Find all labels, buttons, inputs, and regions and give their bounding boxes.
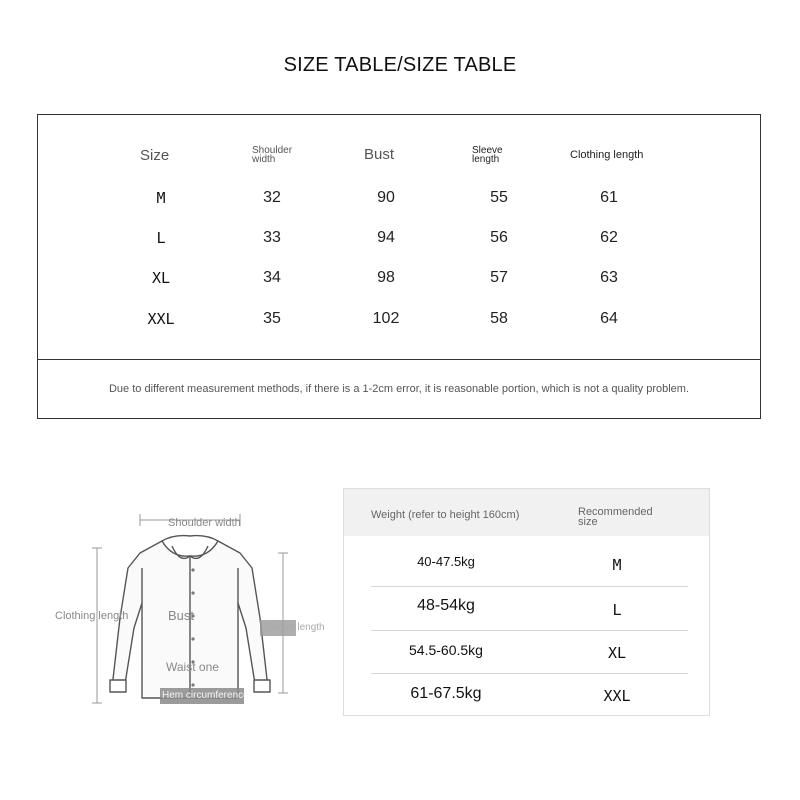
cell-bust: 94 — [377, 229, 395, 246]
recommend-row — [371, 630, 688, 673]
measurement-note: Due to different measurement methods, if there is a 1-2cm error, it is reasonable portion, which is not a quality problem. — [108, 383, 690, 395]
label-clothing-length: Clothing length — [55, 610, 129, 622]
cell-length: 62 — [600, 229, 618, 246]
header-bust: Bust — [364, 146, 395, 163]
cell-sleeve: 55 — [490, 189, 508, 206]
recommend-header — [344, 489, 709, 536]
cell-shoulder: 35 — [263, 310, 281, 327]
cell-size: L — [156, 229, 166, 247]
label-shoulder-width: Shoulder width — [168, 517, 241, 529]
recommend-row — [371, 542, 688, 585]
header-sleeve-line2: length — [472, 154, 500, 165]
cell-sleeve: 58 — [490, 310, 508, 327]
cell-shoulder: 32 — [263, 189, 281, 206]
label-hem: Hem circumference — [162, 690, 249, 701]
cell-length: 61 — [600, 189, 618, 206]
header-recommended-size — [578, 507, 668, 527]
cell-bust: 90 — [377, 189, 395, 206]
cell-sleeve: 57 — [490, 269, 508, 286]
recommend-weight: 40-47.5kg — [417, 554, 475, 569]
cell-length: 64 — [600, 310, 618, 327]
recommend-weight: 48-54kg — [417, 597, 475, 614]
page-title: SIZE TABLE/SIZE TABLE — [283, 54, 517, 76]
label-waist: Waist one — [166, 660, 219, 674]
recommend-size: XXL — [603, 687, 631, 705]
cell-shoulder: 34 — [263, 269, 281, 286]
header-shoulder-line1: Shoulder — [252, 145, 293, 156]
recommend-weight: 61-67.5kg — [410, 685, 482, 702]
recommend-table — [343, 488, 710, 716]
header-sleeve-line1: Sleeve — [472, 145, 503, 156]
table-divider — [38, 359, 760, 360]
recommend-row — [371, 587, 688, 630]
header-size: Size — [140, 147, 170, 164]
recommend-size: M — [612, 556, 622, 574]
size-table — [37, 114, 761, 419]
header-weight: Weight (refer to height 160cm) — [371, 509, 520, 521]
cell-size: M — [156, 189, 166, 207]
recommend-size: XL — [607, 644, 627, 662]
cell-shoulder: 33 — [263, 229, 281, 246]
header-clothing-length: Clothing length — [570, 149, 644, 161]
cell-bust: 98 — [377, 269, 395, 286]
header-recommended-line1: Recommended — [578, 506, 653, 518]
recommend-row — [371, 673, 688, 716]
header-sleeve-length — [472, 146, 503, 164]
recommend-size: L — [612, 601, 622, 619]
header-shoulder-line2: width — [252, 154, 276, 165]
cell-sleeve: 56 — [490, 229, 508, 246]
cell-size: XXL — [147, 310, 175, 328]
cell-bust: 102 — [372, 310, 400, 327]
header-recommended-line2: size — [578, 516, 598, 528]
cell-length: 63 — [600, 269, 618, 286]
header-shoulder-width — [252, 146, 292, 164]
recommend-weight: 54.5-60.5kg — [409, 642, 483, 658]
garment-diagram — [50, 508, 340, 718]
cell-size: XL — [151, 269, 171, 287]
label-sleeve-length: Sleeve length — [264, 622, 325, 633]
label-bust: Bust — [168, 608, 195, 623]
